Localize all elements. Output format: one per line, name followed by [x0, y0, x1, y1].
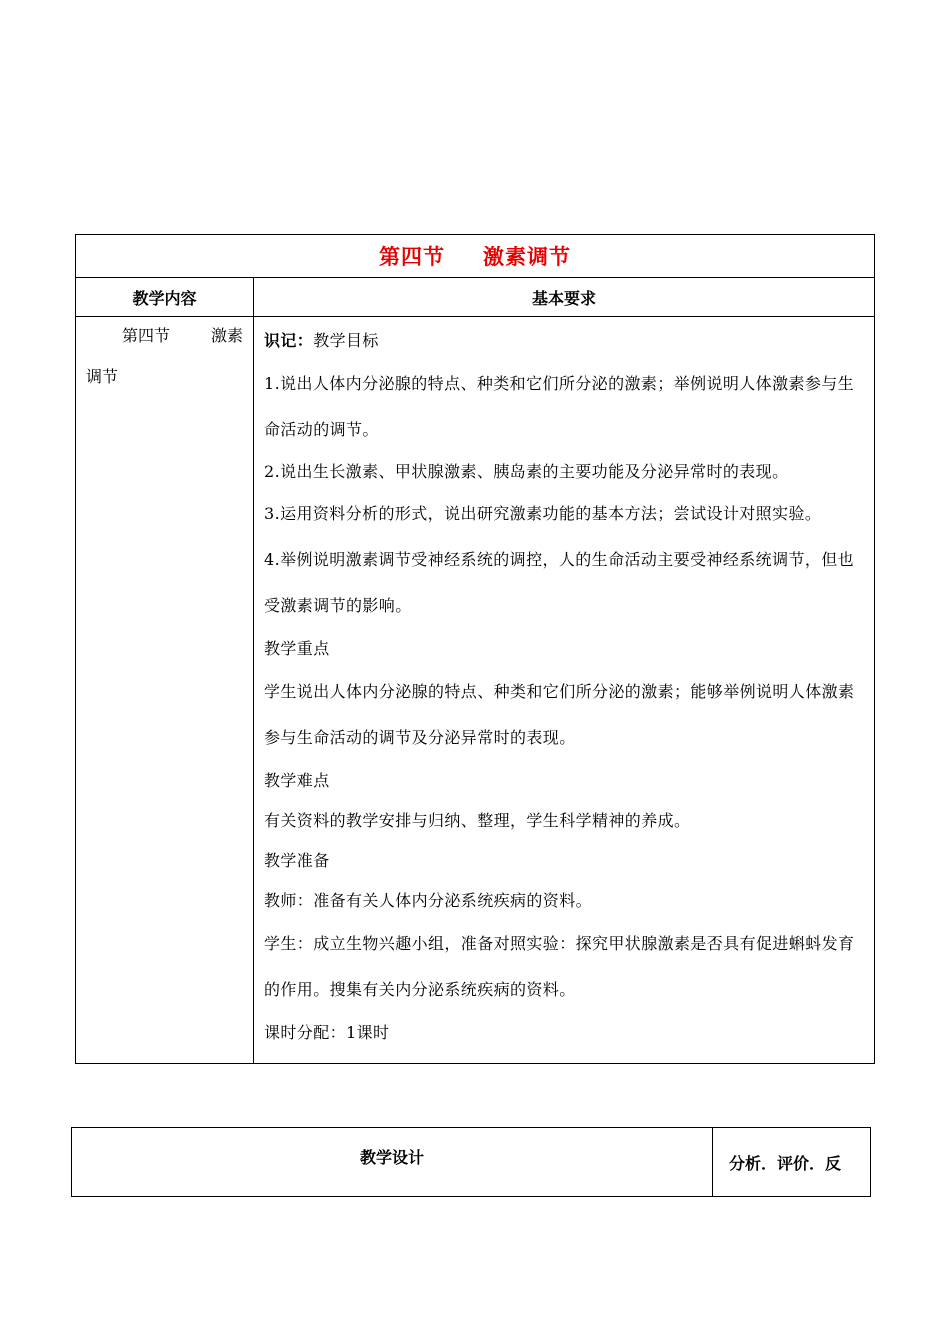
- difficulty-text: 有关资料的教学安排与归纳、整理，学生科学精神的养成。: [264, 811, 691, 830]
- difficulty-heading: 教学难点: [264, 771, 330, 790]
- requirements-cell: [254, 317, 875, 1064]
- teaching-content-cell: [76, 317, 254, 1064]
- goal-heading: [264, 321, 866, 361]
- content-topic-part2: 调节: [86, 367, 119, 386]
- class-hours: 课时分配：1课时: [264, 1023, 390, 1042]
- analysis-evaluation-header: 分析．评价．反: [713, 1128, 871, 1197]
- teaching-design-label: 教学设计: [359, 1147, 424, 1167]
- header-teaching-content: 教学内容: [76, 278, 254, 317]
- section-number: 第四节: [379, 245, 445, 269]
- content-topic-part1: 激素: [210, 326, 243, 345]
- preparation-teacher: 教师：准备有关人体内分泌系统疾病的资料。: [264, 891, 593, 910]
- key-point-heading: 教学重点: [264, 639, 330, 658]
- section-title-cell: [76, 235, 875, 278]
- goal-label: 教学目标: [313, 331, 379, 350]
- teaching-design-header: [72, 1128, 713, 1197]
- goal-item-1: 1.说出人体内分泌腺的特点、种类和它们所分泌的激素；举例说明人体激素参与生命活动的调节。: [264, 374, 855, 439]
- goal-lead: 识记：: [264, 331, 314, 350]
- section-name: 激素调节: [483, 245, 571, 269]
- key-point-text: 学生说出人体内分泌腺的特点、种类和它们所分泌的激素；能够举例说明人体激素参与生命活动的调节及分泌异常时的表现。: [264, 682, 855, 747]
- goal-item-4: 4.举例说明激素调节受神经系统的调控，人的生命活动主要受神经系统调节，但也受激素调节的影响。: [264, 550, 855, 615]
- preparation-heading: 教学准备: [264, 851, 330, 870]
- header-basic-requirements: 基本要求: [254, 278, 875, 317]
- lesson-section-table: [75, 234, 875, 1064]
- goal-item-3: 3.运用资料分析的形式，说出研究激素功能的基本方法；尝试设计对照实验。: [264, 504, 822, 523]
- goal-item-2: 2.说出生长激素、甲状腺激素、胰岛素的主要功能及分泌异常时的表现。: [264, 462, 789, 481]
- teaching-design-table: [71, 1127, 871, 1197]
- content-section-label: 第四节: [122, 326, 171, 345]
- preparation-student: 学生：成立生物兴趣小组，准备对照实验：探究甲状腺激素是否具有促进蝌蚪发育的作用。搜集有关内分泌系统疾病的资料。: [264, 934, 855, 999]
- section-title: [379, 245, 571, 269]
